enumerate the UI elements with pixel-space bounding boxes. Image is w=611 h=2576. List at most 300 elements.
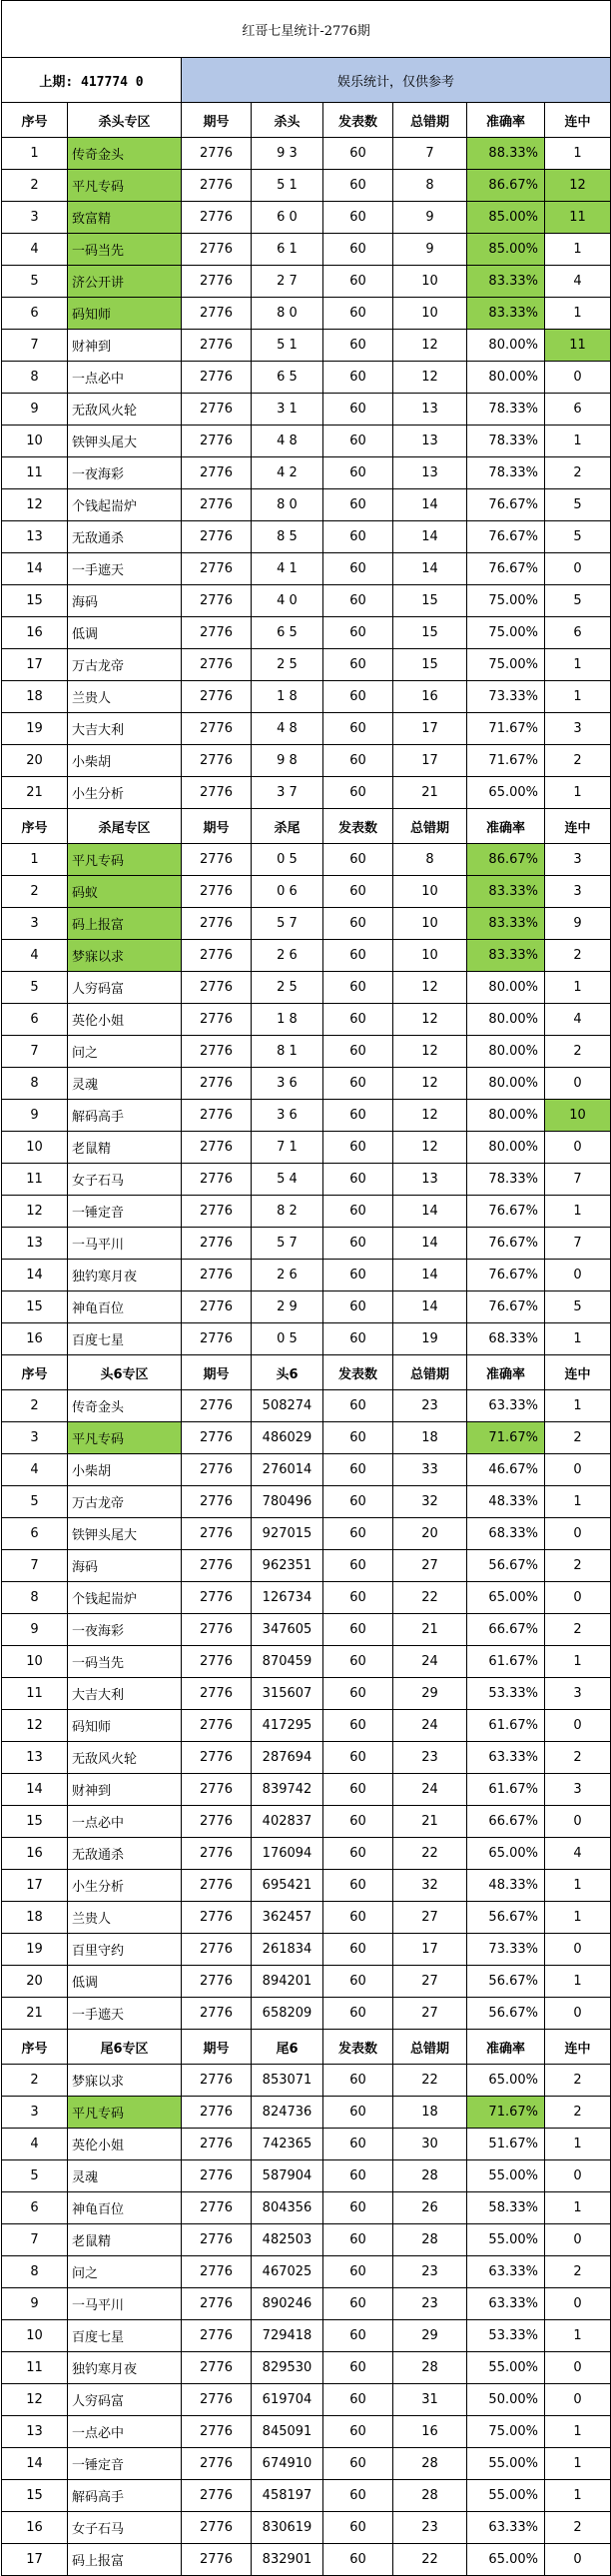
cell-value: 9 8	[252, 745, 323, 777]
cell-index: 21	[2, 1998, 68, 2030]
cell-errors: 23	[393, 1390, 467, 1422]
header-issue: 期号	[182, 809, 252, 844]
cell-index: 12	[2, 1710, 68, 1742]
cell-errors: 24	[393, 1646, 467, 1678]
header-streak: 连中	[545, 2030, 611, 2065]
cell-name: 一码当先	[68, 1646, 182, 1678]
header-streak: 连中	[545, 809, 611, 844]
cell-name: 小生分析	[68, 1870, 182, 1902]
cell-name: 码知师	[68, 1710, 182, 1742]
cell-value: 0 6	[252, 876, 323, 908]
cell-issue: 2776	[182, 2352, 252, 2384]
cell-issue: 2776	[182, 2448, 252, 2480]
table-row	[2, 1678, 611, 1710]
table-row	[2, 1774, 611, 1806]
table-row	[2, 1742, 611, 1774]
cell-value: 2 6	[252, 940, 323, 972]
cell-accuracy: 48.33%	[467, 1486, 545, 1518]
table-row	[2, 1036, 611, 1068]
cell-issue: 2776	[182, 1100, 252, 1132]
cell-posts: 60	[323, 2224, 393, 2256]
cell-streak: 0	[545, 553, 611, 585]
table-row	[2, 2416, 611, 2448]
cell-streak: 9	[545, 908, 611, 940]
cell-accuracy: 83.33%	[467, 940, 545, 972]
cell-issue: 2776	[182, 489, 252, 521]
table-row	[2, 1486, 611, 1518]
cell-streak: 0	[545, 1068, 611, 1100]
header-index: 序号	[2, 1355, 68, 1390]
cell-errors: 31	[393, 2384, 467, 2416]
cell-posts: 60	[323, 1550, 393, 1582]
cell-index: 2	[2, 170, 68, 202]
table-row	[2, 521, 611, 553]
cell-name: 英伦小姐	[68, 2129, 182, 2160]
cell-accuracy: 76.67%	[467, 1291, 545, 1323]
cell-streak: 1	[545, 1196, 611, 1228]
cell-streak: 2	[545, 2065, 611, 2097]
cell-value: 2 6	[252, 1260, 323, 1291]
cell-issue: 2776	[182, 1870, 252, 1902]
cell-streak: 1	[545, 2448, 611, 2480]
table-row	[2, 1614, 611, 1646]
cell-value: 8 0	[252, 298, 323, 330]
table-row	[2, 908, 611, 940]
cell-name: 小生分析	[68, 777, 182, 809]
header-accuracy: 准确率	[467, 809, 545, 844]
cell-index: 12	[2, 2384, 68, 2416]
cell-index: 4	[2, 940, 68, 972]
cell-streak: 1	[545, 972, 611, 1004]
table-row	[2, 2097, 611, 2129]
cell-index: 14	[2, 1260, 68, 1291]
cell-name: 铁钾头尾大	[68, 426, 182, 457]
cell-accuracy: 75.00%	[467, 2416, 545, 2448]
section-header-row	[2, 1355, 611, 1390]
cell-errors: 15	[393, 649, 467, 681]
cell-streak: 2	[545, 2256, 611, 2288]
cell-index: 7	[2, 2224, 68, 2256]
cell-errors: 16	[393, 681, 467, 713]
cell-posts: 60	[323, 2416, 393, 2448]
cell-index: 6	[2, 298, 68, 330]
cell-index: 13	[2, 2416, 68, 2448]
cell-issue: 2776	[182, 940, 252, 972]
cell-posts: 60	[323, 521, 393, 553]
cell-streak: 1	[545, 777, 611, 809]
cell-issue: 2776	[182, 266, 252, 298]
cell-value: 402837	[252, 1806, 323, 1838]
cell-errors: 26	[393, 2192, 467, 2224]
cell-accuracy: 78.33%	[467, 1164, 545, 1196]
cell-issue: 2776	[182, 2320, 252, 2352]
cell-streak: 1	[545, 1902, 611, 1934]
table-row	[2, 2288, 611, 2320]
cell-index: 13	[2, 521, 68, 553]
table-row	[2, 1550, 611, 1582]
cell-issue: 2776	[182, 2512, 252, 2544]
cell-posts: 60	[323, 1518, 393, 1550]
cell-posts: 60	[323, 2256, 393, 2288]
cell-name: 一点必中	[68, 1806, 182, 1838]
cell-accuracy: 63.33%	[467, 2512, 545, 2544]
cell-issue: 2776	[182, 1486, 252, 1518]
cell-accuracy: 73.33%	[467, 1934, 545, 1966]
cell-accuracy: 75.00%	[467, 617, 545, 649]
cell-issue: 2776	[182, 1614, 252, 1646]
cell-issue: 2776	[182, 617, 252, 649]
header-accuracy: 准确率	[467, 2030, 545, 2065]
cell-name: 解码高手	[68, 2480, 182, 2512]
cell-issue: 2776	[182, 1934, 252, 1966]
cell-streak: 1	[545, 138, 611, 170]
cell-posts: 60	[323, 202, 393, 234]
cell-posts: 60	[323, 1323, 393, 1355]
cell-streak: 11	[545, 202, 611, 234]
cell-errors: 14	[393, 1291, 467, 1323]
cell-posts: 60	[323, 298, 393, 330]
cell-value: 742365	[252, 2129, 323, 2160]
cell-streak: 1	[545, 1486, 611, 1518]
cell-streak: 1	[545, 1323, 611, 1355]
cell-value: 619704	[252, 2384, 323, 2416]
table-row	[2, 1422, 611, 1454]
table-row	[2, 1838, 611, 1870]
cell-value: 5 7	[252, 1228, 323, 1260]
cell-posts: 60	[323, 1998, 393, 2030]
cell-errors: 28	[393, 2224, 467, 2256]
cell-value: 927015	[252, 1518, 323, 1550]
table-row	[2, 2224, 611, 2256]
table-row	[2, 234, 611, 266]
cell-value: 829530	[252, 2352, 323, 2384]
cell-issue: 2776	[182, 457, 252, 489]
cell-accuracy: 71.67%	[467, 1422, 545, 1454]
cell-errors: 23	[393, 1742, 467, 1774]
table-row	[2, 362, 611, 394]
table-row	[2, 745, 611, 777]
cell-errors: 21	[393, 1806, 467, 1838]
cell-name: 兰贵人	[68, 681, 182, 713]
cell-value: 780496	[252, 1486, 323, 1518]
cell-accuracy: 86.67%	[467, 844, 545, 876]
cell-index: 3	[2, 908, 68, 940]
cell-errors: 8	[393, 170, 467, 202]
cell-value: 8 2	[252, 1196, 323, 1228]
cell-streak: 0	[545, 1518, 611, 1550]
cell-value: 4 1	[252, 553, 323, 585]
cell-value: 2 5	[252, 972, 323, 1004]
cell-accuracy: 56.67%	[467, 1966, 545, 1998]
cell-value: 4 2	[252, 457, 323, 489]
cell-errors: 23	[393, 2288, 467, 2320]
cell-errors: 33	[393, 1454, 467, 1486]
cell-value: 853071	[252, 2065, 323, 2097]
cell-name: 海码	[68, 1550, 182, 1582]
cell-accuracy: 46.67%	[467, 1454, 545, 1486]
cell-index: 20	[2, 1966, 68, 1998]
header-errors: 总错期	[393, 1355, 467, 1390]
cell-value: 962351	[252, 1550, 323, 1582]
cell-name: 财神到	[68, 1774, 182, 1806]
cell-issue: 2776	[182, 2160, 252, 2192]
cell-name: 平凡专码	[68, 170, 182, 202]
cell-index: 10	[2, 1132, 68, 1164]
cell-errors: 27	[393, 1902, 467, 1934]
cell-accuracy: 56.67%	[467, 1550, 545, 1582]
cell-issue: 2776	[182, 1550, 252, 1582]
cell-index: 7	[2, 1036, 68, 1068]
cell-index: 4	[2, 2129, 68, 2160]
cell-accuracy: 76.67%	[467, 1196, 545, 1228]
cell-errors: 14	[393, 1228, 467, 1260]
cell-name: 神龟百位	[68, 2192, 182, 2224]
cell-name: 一点必中	[68, 362, 182, 394]
cell-name: 大吉大利	[68, 713, 182, 745]
cell-errors: 27	[393, 1550, 467, 1582]
header-accuracy: 准确率	[467, 103, 545, 138]
cell-posts: 60	[323, 908, 393, 940]
table-row	[2, 1454, 611, 1486]
cell-index: 2	[2, 876, 68, 908]
cell-issue: 2776	[182, 2416, 252, 2448]
cell-index: 16	[2, 617, 68, 649]
cell-streak: 3	[545, 844, 611, 876]
table-row	[2, 1260, 611, 1291]
cell-issue: 2776	[182, 2097, 252, 2129]
cell-index: 5	[2, 266, 68, 298]
cell-streak: 1	[545, 2416, 611, 2448]
cell-errors: 29	[393, 1678, 467, 1710]
cell-issue: 2776	[182, 2256, 252, 2288]
cell-name: 一锤定音	[68, 2448, 182, 2480]
table-row	[2, 1710, 611, 1742]
cell-index: 11	[2, 1678, 68, 1710]
cell-streak: 0	[545, 1806, 611, 1838]
cell-name: 一马平川	[68, 1228, 182, 1260]
cell-index: 8	[2, 1068, 68, 1100]
cell-posts: 60	[323, 940, 393, 972]
cell-name: 海码	[68, 585, 182, 617]
cell-posts: 60	[323, 649, 393, 681]
cell-index: 17	[2, 649, 68, 681]
cell-posts: 60	[323, 777, 393, 809]
cell-index: 21	[2, 777, 68, 809]
cell-issue: 2776	[182, 777, 252, 809]
cell-index: 10	[2, 426, 68, 457]
cell-streak: 0	[545, 1710, 611, 1742]
cell-accuracy: 88.33%	[467, 138, 545, 170]
cell-accuracy: 80.00%	[467, 972, 545, 1004]
cell-accuracy: 80.00%	[467, 362, 545, 394]
cell-index: 4	[2, 234, 68, 266]
cell-accuracy: 75.00%	[467, 585, 545, 617]
cell-accuracy: 83.33%	[467, 298, 545, 330]
cell-value: 4 8	[252, 713, 323, 745]
table-row	[2, 1100, 611, 1132]
cell-errors: 27	[393, 1966, 467, 1998]
cell-streak: 1	[545, 1646, 611, 1678]
cell-errors: 22	[393, 1838, 467, 1870]
cell-index: 5	[2, 1486, 68, 1518]
table-row	[2, 1518, 611, 1550]
header-name: 杀尾专区	[68, 809, 182, 844]
cell-errors: 19	[393, 1323, 467, 1355]
cell-errors: 27	[393, 1998, 467, 2030]
cell-posts: 60	[323, 2129, 393, 2160]
cell-name: 老鼠精	[68, 1132, 182, 1164]
cell-value: 1 8	[252, 1004, 323, 1036]
cell-errors: 24	[393, 1774, 467, 1806]
cell-name: 一马平川	[68, 2288, 182, 2320]
cell-index: 3	[2, 2097, 68, 2129]
cell-accuracy: 68.33%	[467, 1518, 545, 1550]
cell-posts: 60	[323, 2480, 393, 2512]
cell-accuracy: 53.33%	[467, 1678, 545, 1710]
table-row	[2, 1390, 611, 1422]
cell-value: 587904	[252, 2160, 323, 2192]
cell-posts: 60	[323, 1774, 393, 1806]
cell-accuracy: 55.00%	[467, 2224, 545, 2256]
cell-issue: 2776	[182, 2480, 252, 2512]
table-row	[2, 617, 611, 649]
cell-streak: 12	[545, 170, 611, 202]
cell-errors: 15	[393, 617, 467, 649]
cell-streak: 3	[545, 1678, 611, 1710]
cell-name: 一夜海彩	[68, 457, 182, 489]
cell-issue: 2776	[182, 1036, 252, 1068]
cell-errors: 17	[393, 745, 467, 777]
cell-errors: 12	[393, 330, 467, 362]
cell-accuracy: 76.67%	[467, 1228, 545, 1260]
cell-posts: 60	[323, 1678, 393, 1710]
cell-accuracy: 63.33%	[467, 2256, 545, 2288]
table-row	[2, 1164, 611, 1196]
cell-streak: 7	[545, 1228, 611, 1260]
cell-name: 码知师	[68, 298, 182, 330]
table-row	[2, 1646, 611, 1678]
header-errors: 总错期	[393, 2030, 467, 2065]
cell-name: 平凡专码	[68, 844, 182, 876]
cell-posts: 60	[323, 1390, 393, 1422]
cell-posts: 60	[323, 1838, 393, 1870]
cell-posts: 60	[323, 2352, 393, 2384]
cell-posts: 60	[323, 1614, 393, 1646]
cell-value: 2 7	[252, 266, 323, 298]
cell-accuracy: 55.00%	[467, 2160, 545, 2192]
cell-posts: 60	[323, 2288, 393, 2320]
cell-accuracy: 85.00%	[467, 234, 545, 266]
table-row	[2, 2512, 611, 2544]
cell-posts: 60	[323, 457, 393, 489]
table-row	[2, 876, 611, 908]
cell-posts: 60	[323, 1100, 393, 1132]
cell-accuracy: 66.67%	[467, 1806, 545, 1838]
table-row	[2, 1966, 611, 1998]
table-row	[2, 713, 611, 745]
cell-errors: 15	[393, 585, 467, 617]
cell-posts: 60	[323, 745, 393, 777]
cell-value: 5 1	[252, 170, 323, 202]
cell-value: 845091	[252, 2416, 323, 2448]
cell-index: 17	[2, 2544, 68, 2576]
cell-posts: 60	[323, 1454, 393, 1486]
cell-errors: 22	[393, 2065, 467, 2097]
cell-value: 6 5	[252, 617, 323, 649]
cell-accuracy: 83.33%	[467, 266, 545, 298]
cell-errors: 32	[393, 1870, 467, 1902]
cell-streak: 1	[545, 234, 611, 266]
cell-errors: 12	[393, 362, 467, 394]
cell-issue: 2776	[182, 138, 252, 170]
cell-posts: 60	[323, 2097, 393, 2129]
table-row	[2, 1870, 611, 1902]
cell-accuracy: 65.00%	[467, 777, 545, 809]
cell-posts: 60	[323, 1291, 393, 1323]
cell-issue: 2776	[182, 1323, 252, 1355]
cell-streak: 5	[545, 489, 611, 521]
cell-value: 6 1	[252, 234, 323, 266]
cell-errors: 12	[393, 1004, 467, 1036]
cell-streak: 0	[545, 1998, 611, 2030]
cell-name: 无敌通杀	[68, 521, 182, 553]
cell-posts: 60	[323, 2544, 393, 2576]
cell-issue: 2776	[182, 2224, 252, 2256]
cell-streak: 0	[545, 1454, 611, 1486]
cell-value: 6 0	[252, 202, 323, 234]
cell-streak: 0	[545, 2352, 611, 2384]
cell-streak: 1	[545, 298, 611, 330]
cell-posts: 60	[323, 1004, 393, 1036]
cell-accuracy: 76.67%	[467, 1260, 545, 1291]
cell-name: 百度七星	[68, 1323, 182, 1355]
cell-name: 一点必中	[68, 2416, 182, 2448]
cell-accuracy: 78.33%	[467, 457, 545, 489]
cell-errors: 12	[393, 972, 467, 1004]
cell-posts: 60	[323, 1806, 393, 1838]
cell-index: 14	[2, 553, 68, 585]
cell-accuracy: 55.00%	[467, 2352, 545, 2384]
cell-accuracy: 51.67%	[467, 2129, 545, 2160]
cell-posts: 60	[323, 1966, 393, 1998]
cell-errors: 30	[393, 2129, 467, 2160]
cell-streak: 3	[545, 1774, 611, 1806]
table-row	[2, 170, 611, 202]
cell-streak: 1	[545, 426, 611, 457]
cell-value: 5 7	[252, 908, 323, 940]
cell-errors: 14	[393, 1196, 467, 1228]
cell-posts: 60	[323, 1036, 393, 1068]
cell-errors: 13	[393, 426, 467, 457]
cell-name: 无敌风火轮	[68, 1742, 182, 1774]
cell-errors: 28	[393, 2352, 467, 2384]
cell-posts: 60	[323, 1132, 393, 1164]
cell-value: 894201	[252, 1966, 323, 1998]
cell-issue: 2776	[182, 426, 252, 457]
cell-name: 一手遮天	[68, 1998, 182, 2030]
cell-issue: 2776	[182, 553, 252, 585]
cell-errors: 17	[393, 1934, 467, 1966]
table-row	[2, 138, 611, 170]
cell-value: 0 5	[252, 844, 323, 876]
cell-accuracy: 61.67%	[467, 1774, 545, 1806]
cell-posts: 60	[323, 844, 393, 876]
cell-errors: 21	[393, 1614, 467, 1646]
cell-index: 13	[2, 1742, 68, 1774]
table-row	[2, 1582, 611, 1614]
cell-accuracy: 73.33%	[467, 681, 545, 713]
cell-streak: 4	[545, 1004, 611, 1036]
